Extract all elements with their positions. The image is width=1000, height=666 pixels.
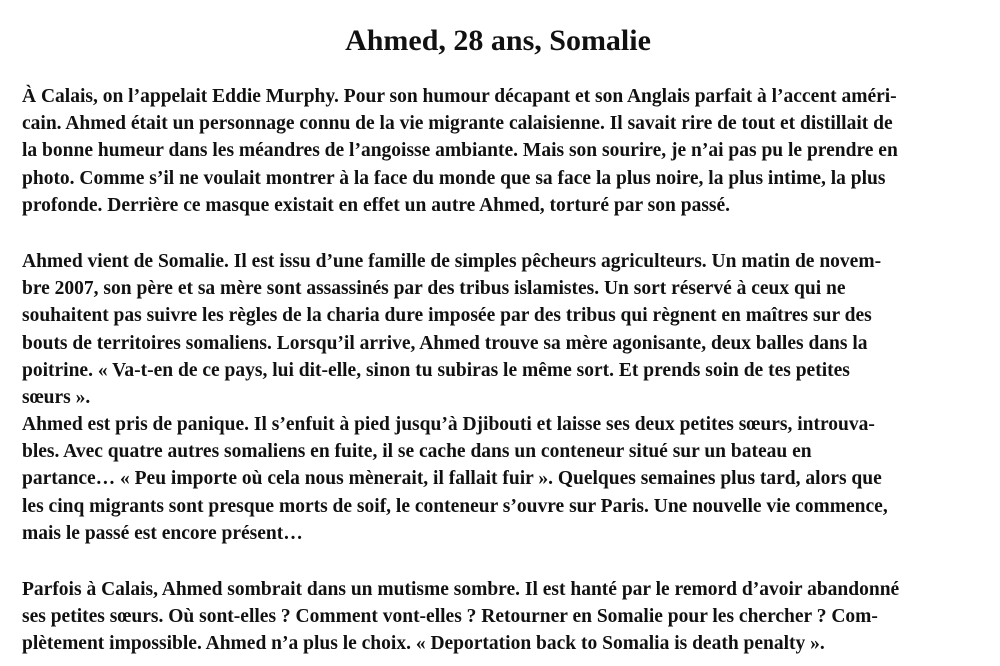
text-line: bouts de territoires somaliens. Lorsqu’il arrive, Ahmed trouve sa mère agonisante, deux balles dans la <box>22 332 868 354</box>
text-line: bre 2007, son père et sa mère sont assassinés par des tribus islamistes. Un sort réservé à ceux qui ne <box>22 278 846 300</box>
text-line: cain. Ahmed était un personnage connu de la vie migrante calaisienne. Il savait rire de tout et distillait de <box>22 113 893 135</box>
text-line: sœurs ». <box>22 387 91 409</box>
paragraph-calais <box>22 576 974 658</box>
text-line: profonde. Derrière ce masque existait en effet un autre Ahmed, torturé par son passé. <box>22 194 731 216</box>
text-line: poitrine. « Va-t-en de ce pays, lui dit-elle, sinon tu subiras le même sort. Et prends soin de tes petites <box>22 359 850 381</box>
text-line: À Calais, on l’appelait Eddie Murphy. Pour son humour décapant et son Anglais parfait à l’accent améri- <box>22 86 897 107</box>
text-line: photo. Comme s’il ne voulait montrer à la face du monde que sa face la plus noire, la plus intime, la plus <box>22 167 886 189</box>
text-line: mais le passé est encore présent… <box>22 522 303 544</box>
text-line: partance… « Peu importe où cela nous mènerait, il fallait fuir ». Quelques semaines plus tard, alors que <box>22 468 882 490</box>
page-title: Ahmed, 28 ans, Somalie <box>345 24 651 57</box>
text-line: bles. Avec quatre autres somaliens en fuite, il se cache dans un conteneur situé sur un bateau en <box>22 441 812 463</box>
text-line: la bonne humeur dans les méandres de l’angoisse ambiante. Mais son sourire, je n’ai pas pu le prendre en <box>22 140 898 162</box>
text-line: Ahmed vient de Somalie. Il est issu d’une famille de simples pêcheurs agriculteurs. Un matin de novem- <box>22 251 882 272</box>
paragraph-origin <box>22 248 974 411</box>
text-line: Ahmed est pris de panique. Il s’enfuit à pied jusqu’à Djibouti et laisse ses deux petites sœurs, introuva- <box>22 414 875 435</box>
text-line: les cinq migrants sont presque morts de soif, le conteneur s’ouvre sur Paris. Une nouvelle vie commence, <box>22 495 888 517</box>
text-line: Parfois à Calais, Ahmed sombrait dans un mutisme sombre. Il est hanté par le remord d’avoir abandonné <box>22 579 900 600</box>
text-line: plètement impossible. Ahmed n’a plus le choix. « Deportation back to Somalia is death penalty ». <box>22 633 825 655</box>
paragraph-intro <box>22 83 974 219</box>
paragraph-escape <box>22 411 974 547</box>
text-line: ses petites sœurs. Où sont-elles ? Comment vont-elles ? Retourner en Somalie pour les chercher ? Com- <box>22 606 878 628</box>
text-line: souhaitent pas suivre les règles de la charia dure imposée par des tribus qui règnent en maîtres sur des <box>22 305 872 327</box>
